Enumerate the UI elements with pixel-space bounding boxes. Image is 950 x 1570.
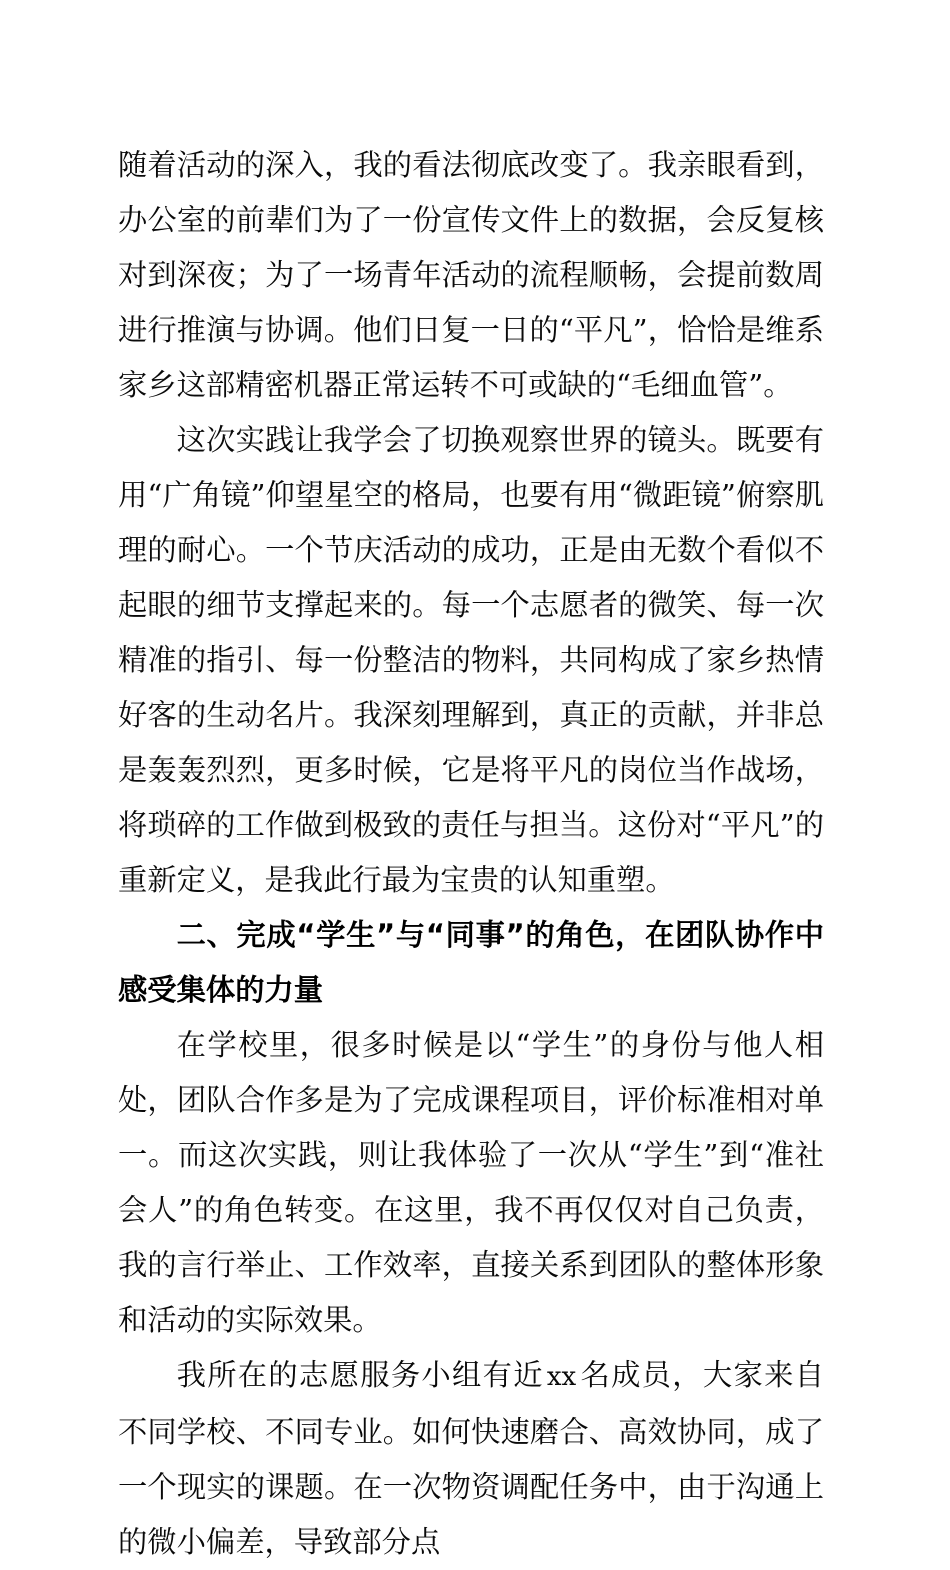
paragraph-1: 随着活动的深入，我的看法彻底改变了。我亲眼看到，办公室的前辈们为了一份宣传文件上的数据，会反复核对到深夜；为了一场青年活动的流程顺畅，会提前数周进行推演与协调。他们日复一日的“平凡”，恰恰是维系家乡这部精密机器正常运转不可或缺的“毛细血管”。 <box>118 148 824 402</box>
section-heading-2: 二、完成“学生”与“同事”的角色，在团队协作中感受集体的力量 <box>118 918 824 1007</box>
paragraph-4: 我所在的志愿服务小组有近 xx 名成员，大家来自不同学校、不同专业。如何快速磨合、高效协同，成了一个现实的课题。在一次物资调配任务中，由于沟通上的微小偏差，导致部分点 <box>118 1358 825 1559</box>
page-text-body <box>118 138 824 1570</box>
paragraph-2: 这次实践让我学会了切换观察世界的镜头。既要有用“广角镜”仰望星空的格局，也要有用“微距镜”俯察肌理的耐心。一个节庆活动的成功，正是由无数个看似不起眼的细节支撑起来的。每一个志愿者的微笑、每一次精准的指引、每一份整洁的物料，共同构成了家乡热情好客的生动名片。我深刻理解到，真正的贡献，并非总是轰轰烈烈，更多时候，它是将平凡的岗位当作战场，将琐碎的工作做到极致的责任与担当。这份对“平凡”的重新定义，是我此行最为宝贵的认知重塑。 <box>118 423 824 897</box>
paragraph-3: 在学校里，很多时候是以“学生”的身份与他人相处，团队合作多是为了完成课程项目，评价标准相对单一。而这次实践，则让我体验了一次从“学生”到“准社会人”的角色转变。在这里，我不再仅仅对自己负责，我的言行举止、工作效率，直接关系到团队的整体形象和活动的实际效果。 <box>118 1028 824 1337</box>
latin-placeholder-text: xx <box>546 1362 577 1392</box>
